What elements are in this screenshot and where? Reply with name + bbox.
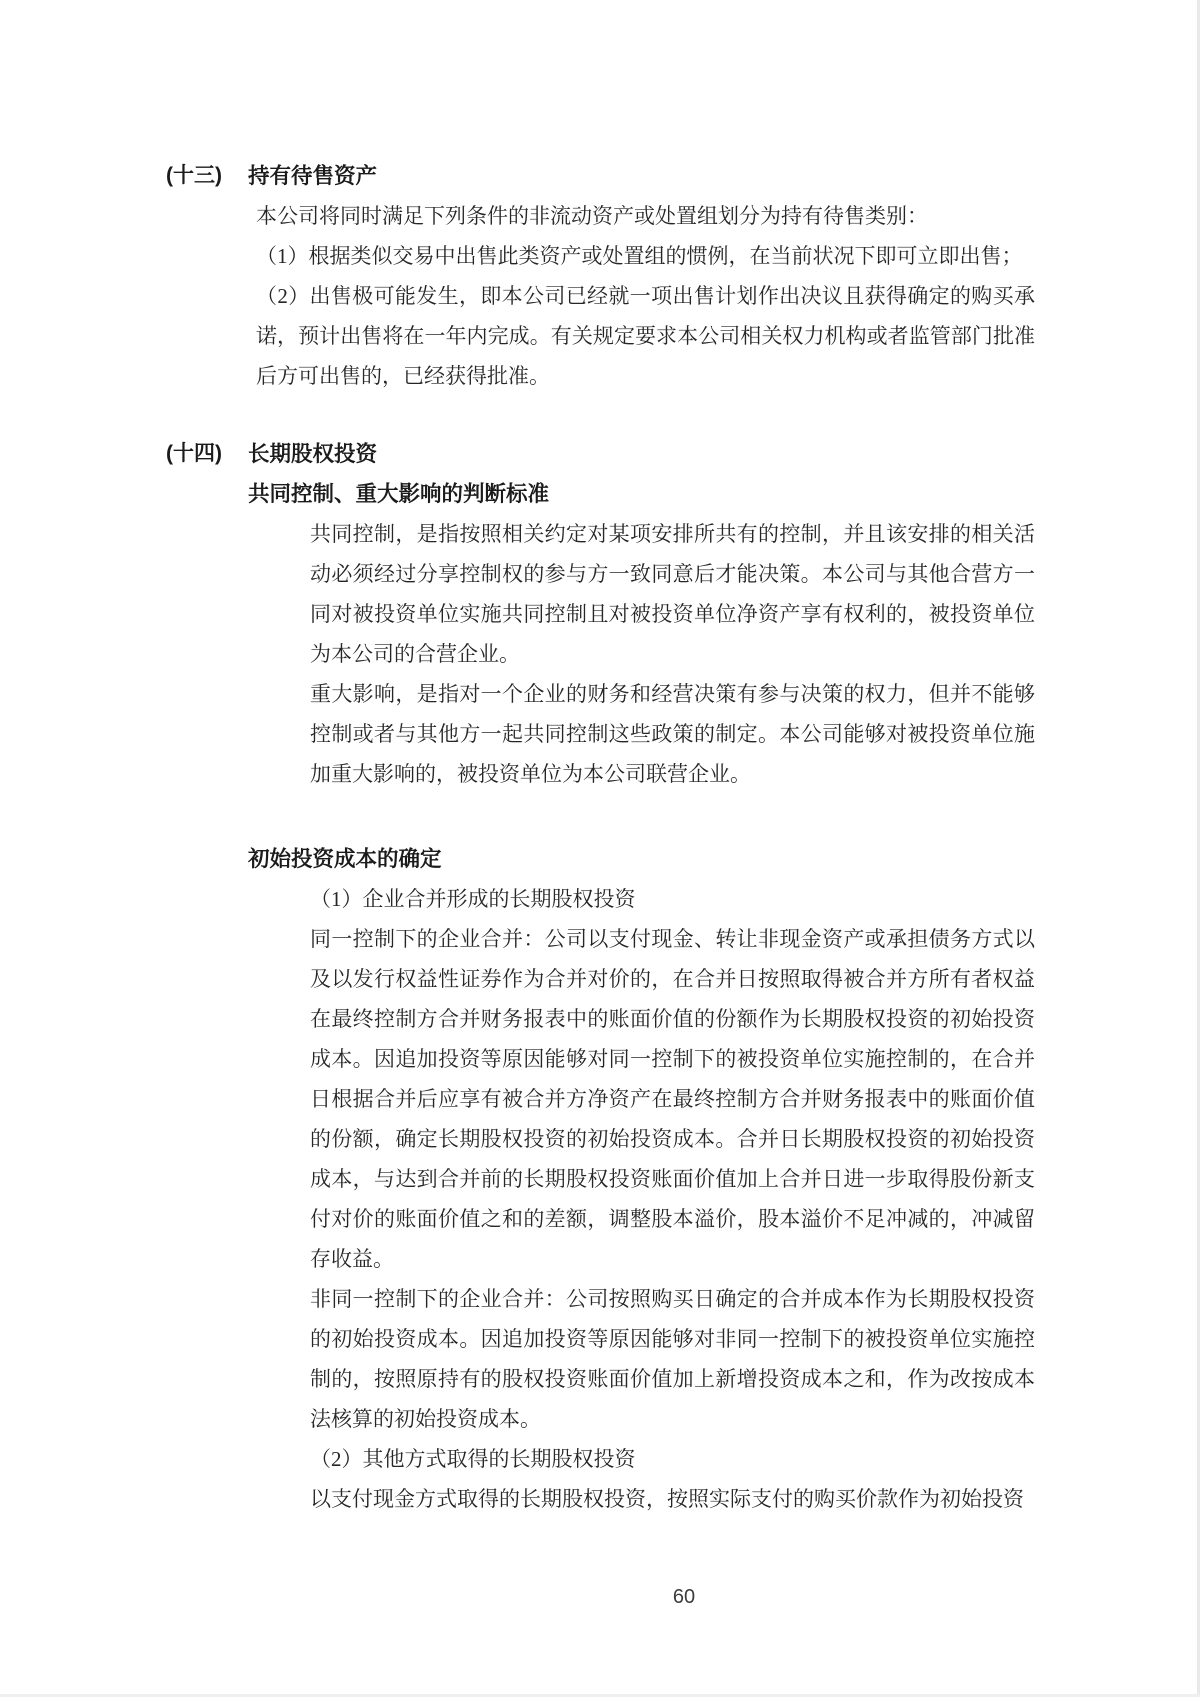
paragraph: 非同一控制下的企业合并：公司按照购买日确定的合并成本作为长期股权投资的初始投资成本。因追加投资等原因能够对非同一控制下的被投资单位实施控制的，按照原持有的股权投资账面价值加上新增投资成本之和，作为改按成本法核算的初始投资成本。 xyxy=(310,1287,1035,1431)
section xyxy=(166,434,1035,1519)
section-marker: (十三) xyxy=(166,164,222,187)
paragraph: （1）根据类似交易中出售此类资产或处置组的惯例，在当前状况下即可立即出售； xyxy=(256,244,1023,268)
paragraph: 同一控制下的企业合并：公司以支付现金、转让非现金资产或承担债务方式以及以发行权益性证券作为合并对价的，在合并日按照取得被合并方所有者权益在最终控制方合并财务报表中的账面价值的份额作为长期股权投资的初始投资成本。因追加投资等原因能够对同一控制下的被投资单位实施控制的，在合并日根据合并后应享有被合并方净资产在最终控制方合并财务报表中的账面价值的份额，确定长期股权投资的初始投资成本。合并日长期股权投资的初始投资成本，与达到合并前的长期股权投资账面价值加上合并日进一步取得股份新支付对价的账面价值之和的差额，调整股本溢价，股本溢价不足冲减的，冲减留存收益。 xyxy=(310,927,1035,1271)
section-content xyxy=(248,434,1035,1519)
section xyxy=(166,156,1035,396)
section-title: 长期股权投资 xyxy=(248,442,378,466)
sub-heading: 初始投资成本的确定 xyxy=(248,847,442,871)
document-sections xyxy=(166,156,1035,1519)
paragraph: （2）其他方式取得的长期股权投资 xyxy=(310,1447,636,1471)
paragraph: （2）出售极可能发生，即本公司已经就一项出售计划作出决议且获得确定的购买承诺，预计出售将在一年内完成。有关规定要求本公司相关权力机构或者监管部门批准后方可出售的，已经获得批准。 xyxy=(256,284,1035,388)
paragraph: 以支付现金方式取得的长期股权投资，按照实际支付的购买价款作为初始投资 xyxy=(310,1487,1024,1511)
section-title: 持有待售资产 xyxy=(248,164,378,188)
section-content xyxy=(248,156,1035,396)
sub-heading: 共同控制、重大影响的判断标准 xyxy=(248,482,550,506)
paragraph: 重大影响，是指对一个企业的财务和经营决策有参与决策的权力，但并不能够控制或者与其他方一起共同控制这些政策的制定。本公司能够对被投资单位施加重大影响的，被投资单位为本公司联营企业。 xyxy=(310,682,1035,786)
paragraph: 本公司将同时满足下列条件的非流动资产或处置组划分为持有待售类别： xyxy=(256,204,928,228)
section-marker: (十四) xyxy=(166,442,222,465)
paragraph: 共同控制，是指按照相关约定对某项安排所共有的控制，并且该安排的相关活动必须经过分享控制权的参与方一致同意后才能决策。本公司与其他合营方一同对被投资单位实施共同控制且对被投资单位净资产享有权利的，被投资单位为本公司的合营企业。 xyxy=(310,522,1035,666)
paragraph: （1）企业合并形成的长期股权投资 xyxy=(310,887,636,911)
page-number: 60 xyxy=(672,1586,696,1608)
